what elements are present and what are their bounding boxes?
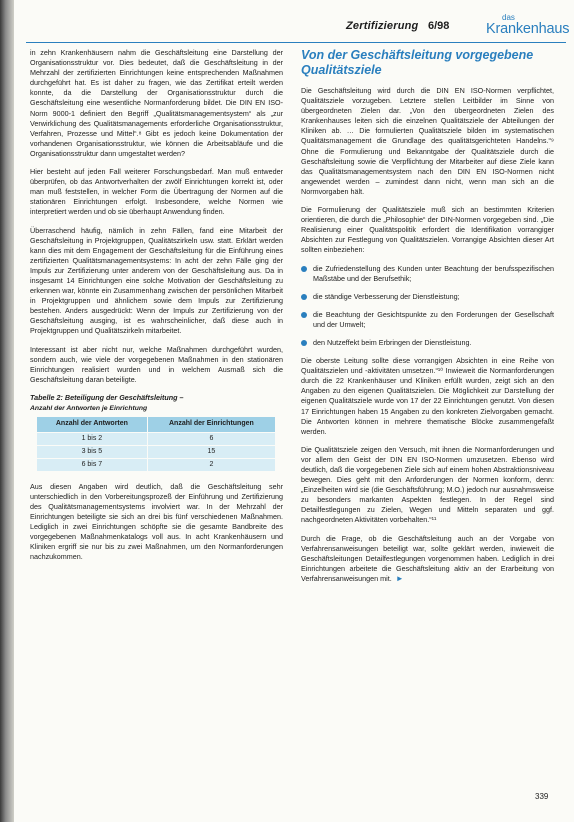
quality-goals-list: [301, 264, 554, 349]
logo-das: das: [502, 13, 515, 22]
bullet-dot-icon: [301, 294, 307, 300]
magazine-logo: [480, 14, 572, 40]
body-paragraph: Interessant ist aber nicht nur, welche Maßnahmen durchgeführt wurden, sondern auch, wie viele der vorgegebenen Maßnahmen in den stationären Einrichtungen realisiert wurden und in welchem Ausmaß sich die Geschäftsleitung daran beteiligte.: [30, 344, 283, 384]
continue-arrow-icon: ►: [395, 573, 404, 583]
list-item: [301, 310, 554, 330]
table-cell: 1 bis 2: [37, 432, 148, 445]
list-item: [301, 264, 554, 284]
body-paragraph: Aus diesen Angaben wird deutlich, daß die Geschäftsleitung sehr unterschiedlich in den Vorbereitungsprozeß der Einführung und Zertifizierung des Qualitätsmanagementsystems involviert war. In der Mehrzahl der Einrichtungen beteiligte sie sich an drei bis fünf verschiedenen Maßnahmen. Lediglich in zwei Einrichtungen schöpfte sie die gesamte Bandbreite des vorgegebenen Maßnahmenkatalogs voll aus. In acht Krankenhäusern und Kliniken ergriff sie nur bis zu zwei Maßnahmen, um den Normanforderungen nachzukommen.: [30, 481, 283, 562]
table-subcaption: Anzahl der Antworten je Einrichtung: [30, 405, 148, 413]
participation-table: [36, 416, 276, 471]
book-binding-edge: [0, 0, 14, 822]
list-item: [301, 292, 554, 302]
table-cell: 6 bis 7: [37, 458, 148, 471]
table-caption: Tabelle 2: Beteiligung der Geschäftsleitung –: [30, 392, 184, 402]
list-item-text: die Zufriedenstellung des Kunden unter Beachtung der berufsspezifischen Maßstäbe und der Berufsethik;: [313, 263, 554, 283]
page-number: 339: [535, 792, 549, 801]
left-column: [30, 48, 283, 571]
section-title: Zertifizierung: [346, 20, 419, 32]
bullet-dot-icon: [301, 266, 307, 272]
table-row: [37, 432, 276, 445]
list-item-text: die ständige Verbesserung der Dienstleistung;: [313, 291, 460, 301]
table-header-row: [37, 417, 276, 432]
table-row: [37, 445, 276, 458]
logo-krankenhaus: Krankenhaus: [486, 21, 570, 37]
bullet-dot-icon: [301, 340, 307, 346]
section-heading: Von der Geschäftsleitung vorgegebene Qualitätsziele: [301, 48, 534, 77]
body-paragraph: in zehn Krankenhäusern nahm die Geschäftsleitung eine Darstellung der Organisationsstruktur vor. Dies bedeutet, daß die Geschäftsleitung in der Mehrzahl der zertifizierten Einrichtungen keine entsprechenden Maßnahmen durchgeführt hat. Es ist daher zu fragen, wie das Zertifikat erteilt werden konnte, da die Darstellung der Organisationsstruktur durch die Geschäftsleitung eine wesentliche Normanforderung bildet. Die DIN EN ISO-Norm 9000-1 definiert den Begriff „Qualitätsmanagementsystem“ als „zur Verwirklichung des Qualitätsmanagements erforderliche Organisationsstruktur, Verfahren, Prozesse und Mittel“.⁸ Gibt es jedoch keine Dokumentation der vorhandenen Organisationsstruktur, wie können die Arbeitsabläufe und die Organisationsstruktur dann umgestaltet werden?: [30, 48, 283, 158]
issue-number: 6/98: [428, 20, 450, 32]
list-item-text: die Beachtung der Gesichtspunkte zu den Forderungen der Gesellschaft und der Umwelt;: [313, 309, 554, 329]
body-paragraph: Überraschend häufig, nämlich in zehn Fällen, fand eine Mitarbeit der Geschäftsleitung in Projektgruppen, Qualitätszirkeln usw. statt. Erklärt werden kann dies mit dem Engagement der Geschäftsleitung für die Einführung eines zertifizierten Qualitätsmanagementsystems: In acht der zehn Fälle ging der Impuls zur Zertifizierung unter anderem von der Geschäftsleitung aus. Da in insgesamt 14 Einrichtungen eine solche Motivation der Geschäftsleitung zu erkennen war, könnte ein Zusammenhang zwischen der persönlichen Mitarbeit in Projektgruppen und ähnlichem sowie dem Impuls zur Zertifizierung bestehen. Anders ausgedrückt: Wenn der Impuls zur Zertifizierung von der Geschäftsleitung ausging, ist es wahrscheinlicher, daß diese auch in Projektgruppen und Qualitätszirkeln mitarbeitet.: [30, 225, 283, 336]
header-rule: [26, 42, 566, 43]
body-paragraph: Hier besteht auf jeden Fall weiterer Forschungsbedarf. Man muß entweder überprüfen, ob das Antwortverhalten der zwölf Einrichtungen korrekt ist, oder man muß feststellen, in welcher Form die Übertragung der Normen auf die stationären Einrichtungen erfolgt. Insbesondere, welche Normen wie interpretiert werden und ob sie überhaupt Anwendung finden.: [30, 167, 283, 217]
body-paragraph: Die oberste Leitung sollte diese vorrangigen Absichten in eine Reihe von Qualitätszielen und -aktivitäten umsetzen.“¹⁰ Inwieweit die Normanforderungen durch die 22 Krankenhäuser und Kliniken erfüllt wurden, zeigt sich an den Angaben zu den eigenen Qualitätszielen. Die Möglichkeit zur Darstellung der eigenen Qualitätsziele wurde von 17 der 22 Einrichtungen genutzt. Von diesen 17 Einrichtungen haben 15 Angaben zu den konkreten Zielvorgaben gemacht. Die Antworten können in mehrere thematische Blöcke zusammengefaßt werden.: [301, 356, 554, 436]
table-row: [37, 458, 276, 471]
table-header-cell: Anzahl der Einrichtungen: [147, 417, 275, 432]
table-cell: 3 bis 5: [37, 445, 148, 458]
right-column: [301, 48, 554, 592]
paragraph-text: Durch die Frage, ob die Geschäftsleitung auch an der Vorgabe von Verfahrensanweisungen beteiligt war, sollte geklärt werden, inwieweit die Geschäftsleitungen Detailfestlegungen vorgenommen haben. Lediglich in drei Einrichtungen arbeitete die Geschäftsleitung aktiv an der Erarbeitung von Verfahrensanweisungen mit.: [301, 533, 554, 583]
table-cell: 2: [147, 458, 275, 471]
table-header-cell: Anzahl der Antworten: [37, 417, 148, 432]
table-cell: 6: [147, 432, 275, 445]
list-item: [301, 338, 554, 348]
page-header: [0, 14, 574, 44]
list-item-text: den Nutzeffekt beim Erbringen der Dienstleistung.: [313, 337, 472, 347]
body-paragraph: [301, 534, 554, 584]
body-paragraph: Die Qualitätsziele zeigen den Versuch, mit ihnen die Normanforderungen und vor allem den Geist der DIN EN ISO-Normen umzusetzen. Ebenso wird deutlich, daß die vorgegebenen Ziele sich auf einem hohen Abstraktionsniveau bewegen. Dies geht mit den Anforderungen der Normen konform, denn: „Einzelheiten wird sie (die Geschäftsführung; M.O.) jedoch nur ausnahmsweise zu besonders markanten Aspekten festlegen. In der Regel sind Detailfestlegungen zu Zielen, Wegen und Mitteln separaten und ggf. nachgeordneten Aktivitäten vorbehalten.“¹¹: [301, 444, 554, 525]
body-paragraph: Die Formulierung der Qualitätsziele muß sich an bestimmten Kriterien orientieren, die durch die „Philosophie“ der DIN-Normen vorgegeben sind. „Die Realisierung einer Qualitätspolitik erfordert die Identifikation vorrangiger Absichten zur Festlegung von Qualitätszielen. Vorrangige Absichten dieser Art sollten einbeziehen:: [301, 205, 554, 255]
body-paragraph: Die Geschäftsleitung wird durch die DIN EN ISO-Normen verpflichtet, Qualitätsziele vorzugeben. Letztere stellen Leitbilder im Sinne von übergeordneten Zielen dar. „Von den übergeordneten Zielen des Krankenhauses leiten sich die einzelnen Qualitätsziele der Abteilungen der Kliniken ab. … Die formulierten Qualitätsziele bilden im systematischen Qualitätsmanagement die Grundlage des qualitätsgerichteten Handelns.“⁹ Ohne die Formulierung und Bekanntgabe der Qualitätsziele durch die Geschäftsleitung sowie die Verpflichtung der Mitarbeiter auf diese Ziele kann das Qualitätsmanagementsystem nach den DIN EN ISO-Normen nicht angewendet werden – zumindest dann nicht, wenn man sich an die Normvorgaben hält.: [301, 86, 554, 196]
table-cell: 15: [147, 445, 275, 458]
bullet-dot-icon: [301, 312, 307, 318]
